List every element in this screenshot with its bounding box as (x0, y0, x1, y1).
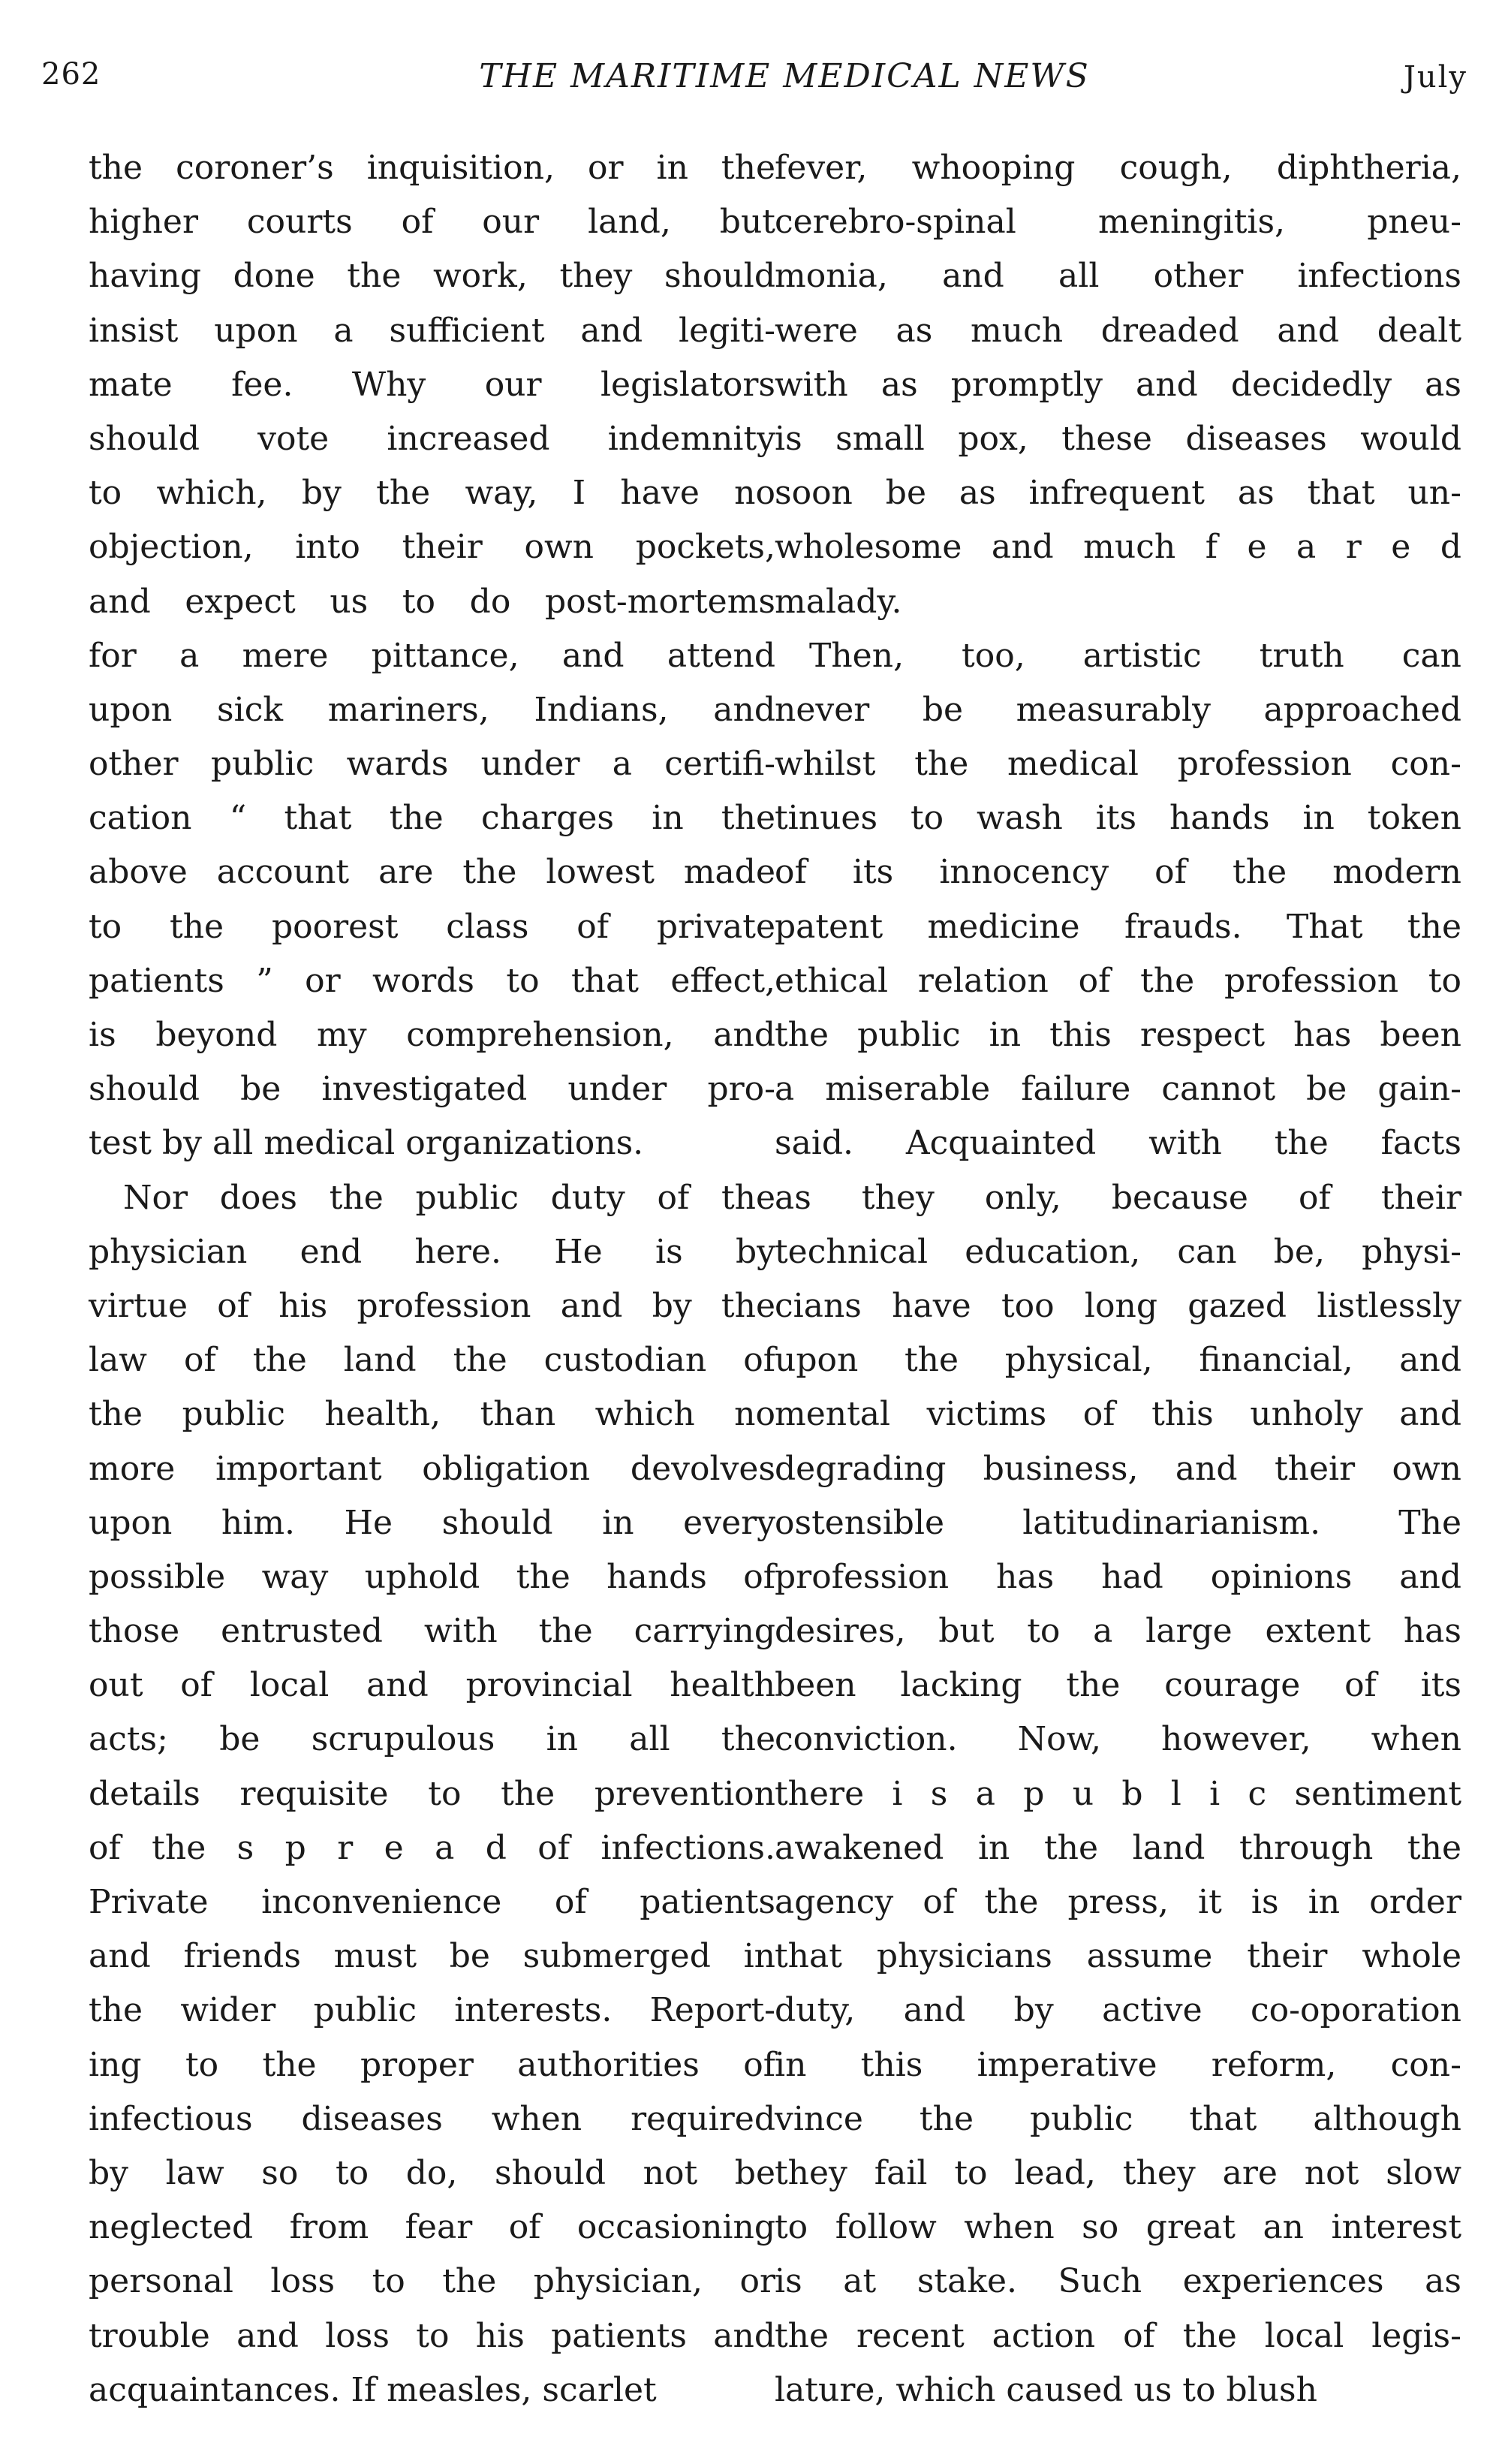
text-line: other public wards under a certifi- (89, 745, 775, 784)
text-line: neglected from fear of occasioning (89, 2208, 775, 2247)
text-line: degrading business, and their own (775, 1449, 1461, 1488)
text-line: there i s a p u b l i c sentiment (775, 1774, 1461, 1813)
text-line: should vote increased indemnity (89, 419, 775, 458)
text-line: above account are the lowest made (89, 853, 775, 892)
text-line: acquaintances. If measles, scarlet (89, 2370, 657, 2409)
text-line: in this imperative reform, con- (775, 2045, 1461, 2084)
text-line: the coroner’s inquisition, or in the (89, 149, 775, 187)
text-line: more important obligation devolves (89, 1449, 775, 1488)
text-line: cation “ that the charges in the (89, 799, 775, 838)
text-line: details requisite to the prevention (89, 1774, 775, 1813)
text-line: upon sick mariners, Indians, and (89, 690, 775, 729)
text-line: Private inconvenience of patients (89, 1883, 775, 1921)
text-line: were as much dreaded and dealt (775, 311, 1461, 350)
text-line: the recent action of the local legis- (775, 2316, 1461, 2355)
text-line: infectious diseases when required (89, 2099, 775, 2138)
text-line: and friends must be submerged in (89, 1937, 775, 1976)
text-line: trouble and loss to his patients and (89, 2316, 775, 2355)
right-column (775, 141, 1461, 2417)
text-line: tinues to wash its hands in token (775, 799, 1461, 838)
page-number: 262 (41, 57, 101, 92)
text-line: out of local and provincial health (89, 1666, 775, 1705)
text-line: possible way uphold the hands of (89, 1557, 775, 1596)
text-line: patients ” or words to that effect, (89, 961, 775, 1000)
text-line: upon him. He should in every (89, 1503, 775, 1542)
text-line: of the s p r e a d of infections. (89, 1828, 775, 1867)
text-line: higher courts of our land, but (89, 203, 775, 242)
text-line: ostensible latitudinarianism. The (775, 1503, 1461, 1542)
text-line: duty, and by active co-oporation (775, 1991, 1461, 2030)
text-line: awakened in the land through the (775, 1828, 1461, 1867)
text-line: test by all medical organizations. (89, 1124, 644, 1163)
text-line: cerebro-spinal meningitis, pneu- (775, 203, 1461, 242)
text-line: upon the physical, financial, and (775, 1341, 1461, 1380)
text-line: having done the work, they should (89, 257, 775, 296)
text-line: a miserable failure cannot be gain- (775, 1070, 1461, 1109)
issue-month: July (1403, 60, 1467, 95)
text-line: the public health, than which no (89, 1395, 775, 1434)
text-line: to which, by the way, I have no (89, 474, 775, 513)
text-line: those entrusted with the carrying (89, 1612, 775, 1651)
text-line: acts; be scrupulous in all the (89, 1720, 775, 1759)
text-line: virtue of his profession and by the (89, 1286, 775, 1325)
text-line: technical education, can be, physi- (775, 1232, 1461, 1271)
text-line: is at stake. Such experiences as (775, 2262, 1461, 2301)
text-line: by law so to do, should not be (89, 2153, 775, 2192)
text-line: the public in this respect has been (775, 1016, 1461, 1054)
text-line: conviction. Now, however, when (775, 1720, 1461, 1759)
text-line: physician end here. He is by (89, 1232, 775, 1271)
text-line: they fail to lead, they are not slow (775, 2153, 1461, 2192)
text-line: soon be as infrequent as that un- (775, 474, 1461, 513)
text-line: patent medicine frauds. That the (775, 907, 1461, 946)
text-line: cians have too long gazed listlessly (775, 1286, 1461, 1325)
text-line: wholesome and much f e a r e d (775, 528, 1461, 567)
text-line: ethical relation of the profession to (775, 961, 1461, 1000)
text-line: whilst the medical profession con- (775, 745, 1461, 784)
text-line: Nor does the public duty of the (123, 1178, 775, 1217)
text-line: malady. (775, 582, 902, 621)
text-line: agency of the press, it is in order (775, 1883, 1461, 1921)
text-line: insist upon a sufficient and legiti- (89, 311, 775, 350)
left-column (89, 141, 775, 2417)
running-header (41, 50, 1482, 110)
text-line: profession has had opinions and (775, 1557, 1461, 1596)
text-line: desires, but to a large extent has (775, 1612, 1461, 1651)
text-line: personal loss to the physician, or (89, 2262, 775, 2301)
text-line: is beyond my comprehension, and (89, 1016, 775, 1054)
text-line: lature, which caused us to blush (775, 2370, 1317, 2409)
text-line: ing to the proper authorities of (89, 2045, 775, 2084)
text-line: fever, whooping cough, diphtheria, (775, 149, 1461, 187)
text-line: is small pox, these diseases would (775, 419, 1461, 458)
text-line: with as promptly and decidedly as (775, 365, 1461, 404)
text-line: objection, into their own pockets, (89, 528, 775, 567)
text-line: to follow when so great an interest (775, 2208, 1461, 2247)
text-line: should be investigated under pro- (89, 1070, 775, 1109)
text-line: and expect us to do post-mortems (89, 582, 775, 621)
text-line: the wider public interests. Report- (89, 1991, 775, 2030)
journal-title: THE MARITIME MEDICAL NEWS (479, 57, 1090, 95)
text-line: monia, and all other infections (775, 257, 1461, 296)
text-line: of its innocency of the modern (775, 853, 1461, 892)
text-line: mate fee. Why our legislators (89, 365, 775, 404)
text-line: Then, too, artistic truth can (809, 636, 1461, 675)
text-line: said. Acquainted with the facts (775, 1124, 1461, 1163)
text-line: for a mere pittance, and attend (89, 636, 775, 675)
text-line: vince the public that although (775, 2099, 1461, 2138)
text-line: as they only, because of their (775, 1178, 1461, 1217)
text-line: to the poorest class of private (89, 907, 775, 946)
text-line: law of the land the custodian of (89, 1341, 775, 1380)
text-line: that physicians assume their whole (775, 1937, 1461, 1976)
text-line: been lacking the courage of its (775, 1666, 1461, 1705)
text-line: mental victims of this unholy and (775, 1395, 1461, 1434)
text-line: never be measurably approached (775, 690, 1461, 729)
